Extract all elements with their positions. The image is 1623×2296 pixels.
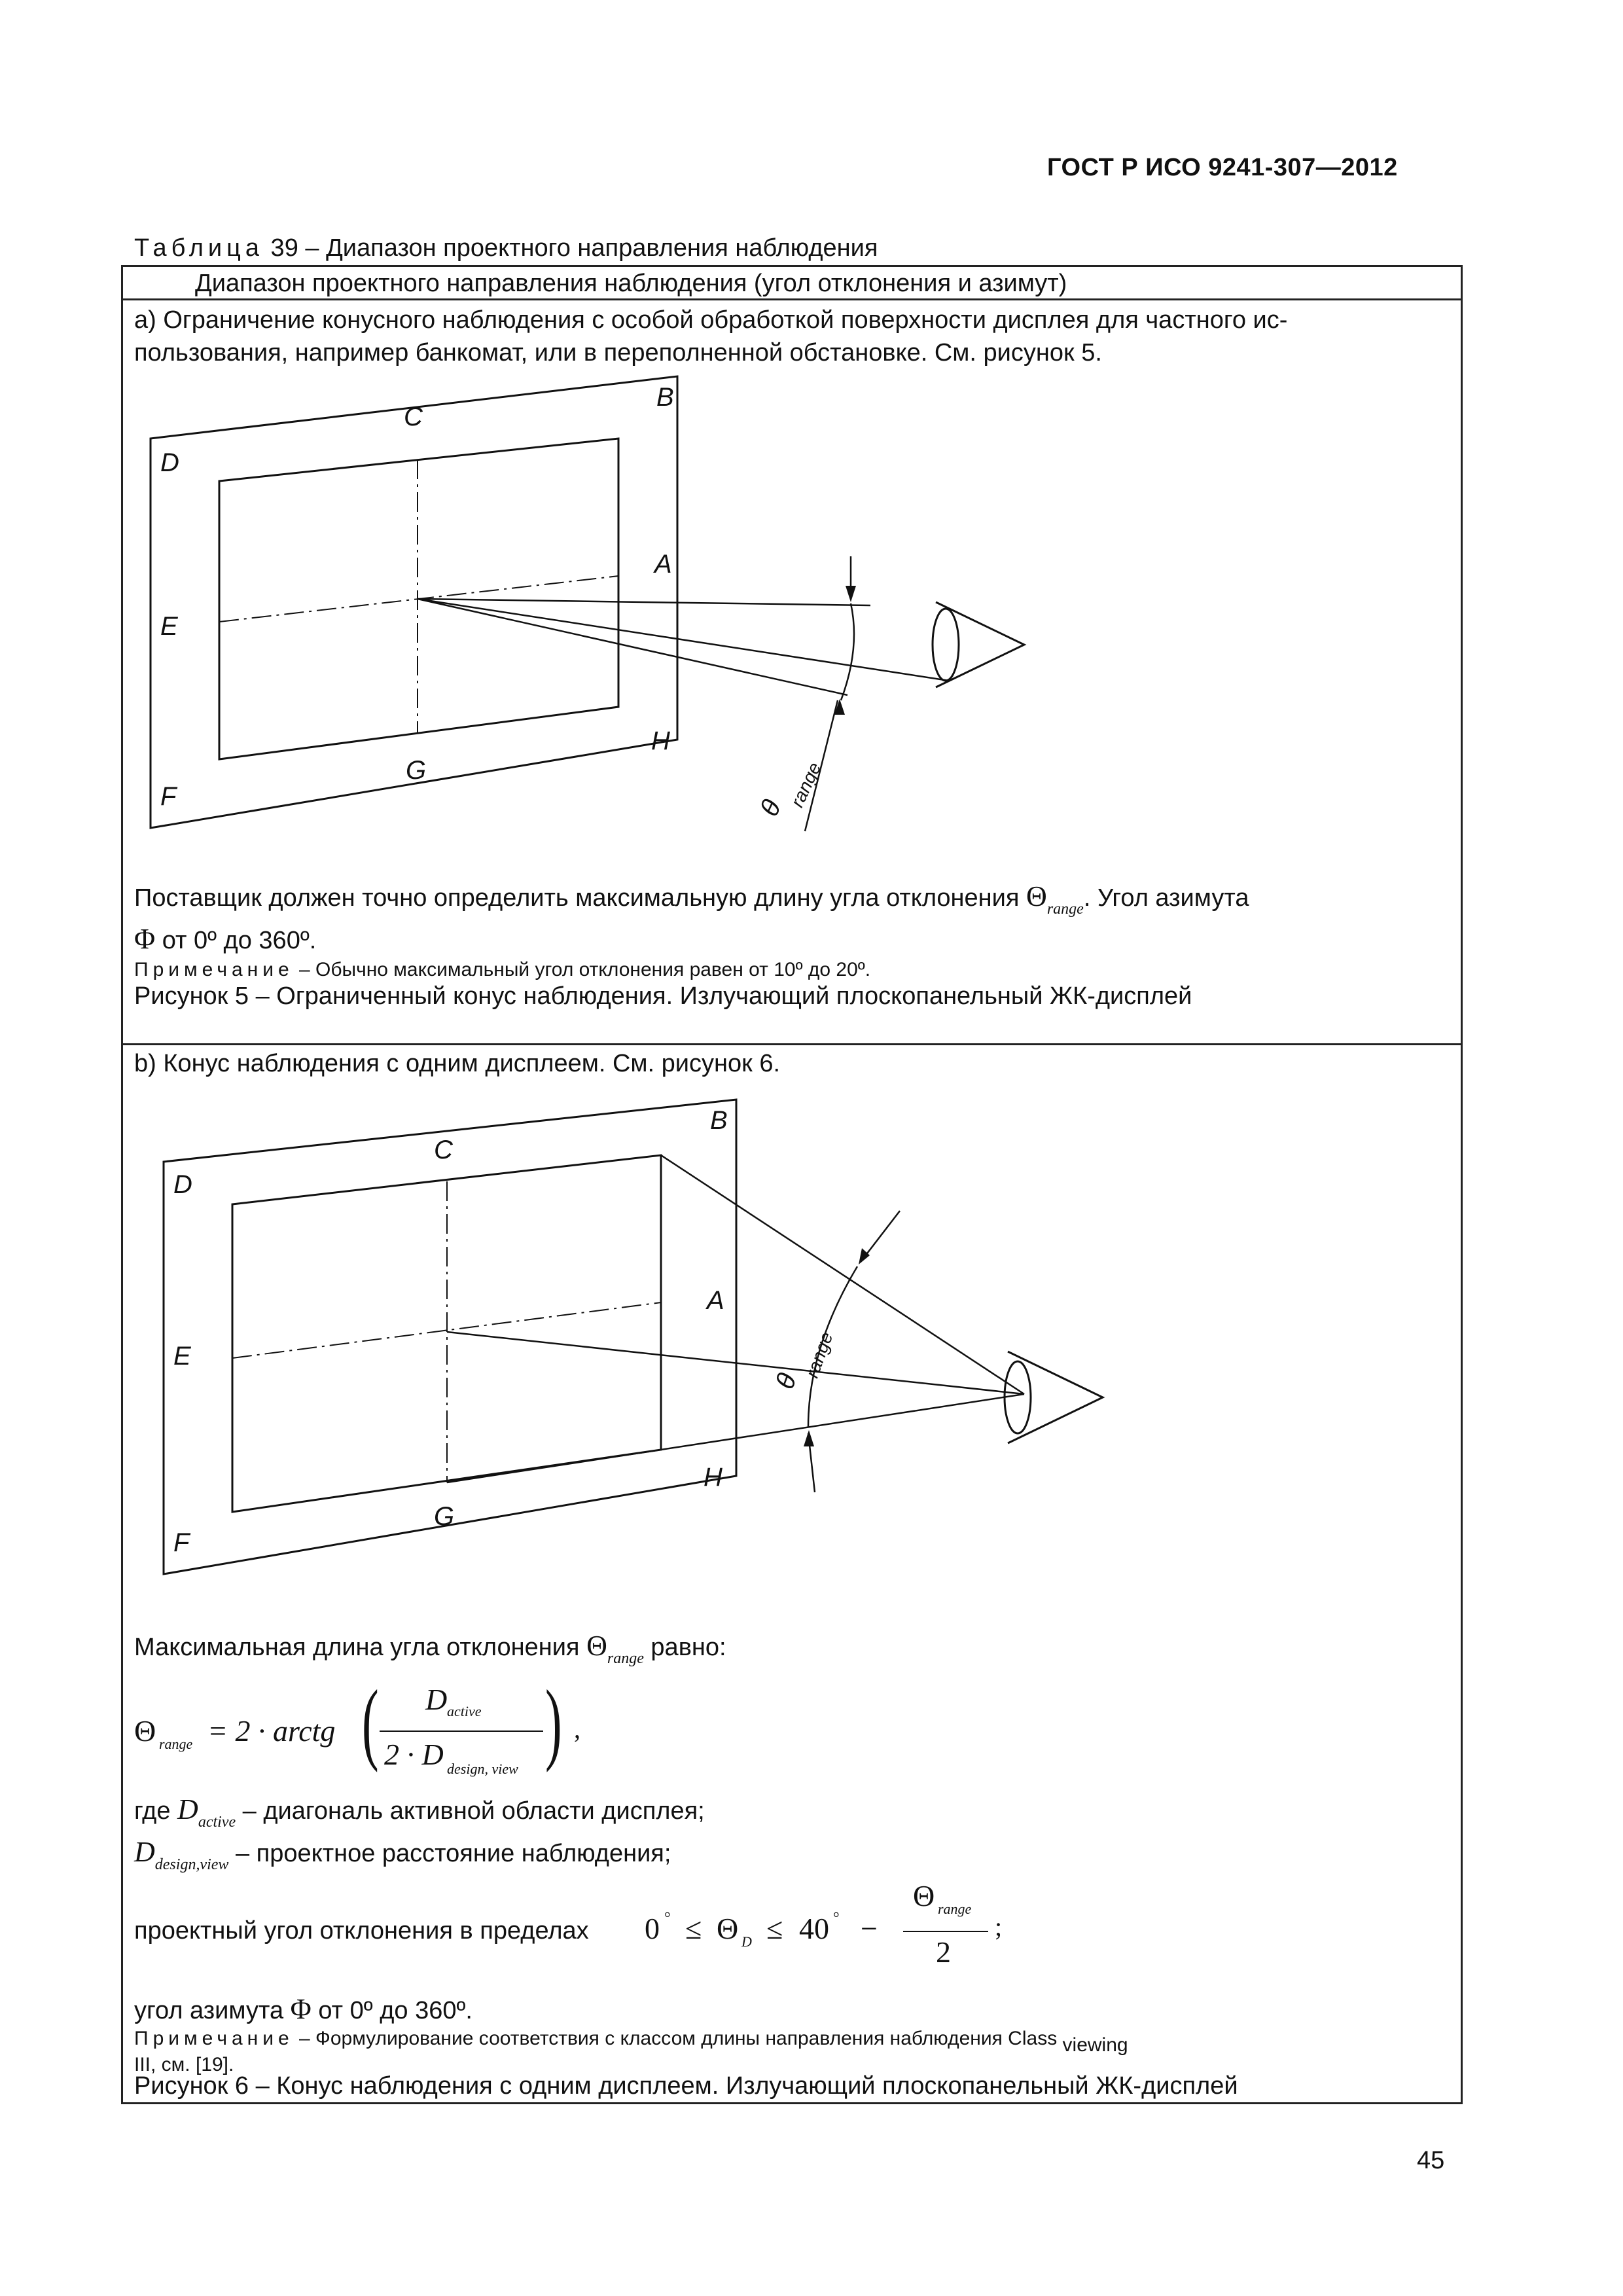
fig5-ray-lower xyxy=(418,599,847,695)
fig5-label-b: B xyxy=(656,383,674,412)
section-b-note-line2: III, см. [19]. xyxy=(134,2054,234,2075)
fig6-label-f: F xyxy=(173,1528,190,1557)
d-symbol: D xyxy=(177,1793,198,1825)
d-symbol: D xyxy=(134,1836,155,1868)
fig5-ray-center xyxy=(418,599,949,681)
figure-6-caption: Рисунок 6 – Конус наблюдения с одним дисплеем. Излучающий плоскопанельный ЖК-дисплей xyxy=(134,2072,1238,2100)
azimuth-text: угол азимута xyxy=(134,1997,284,2024)
formula-denominator: 2 · D xyxy=(384,1738,444,1771)
fig6-label-g: G xyxy=(434,1502,455,1531)
section-a-azimuth xyxy=(134,923,316,957)
limit-fraction-denominator: 2 xyxy=(936,1935,951,1969)
figure-5-caption: Рисунок 5 – Ограниченный конус наблюдения. Излучающий плоскопанельный ЖК-дисплей xyxy=(134,982,1192,1010)
d-design-definition xyxy=(134,1836,671,1881)
limit-le-2: ≤ xyxy=(766,1912,783,1945)
section-b-equals-word: равно: xyxy=(651,1634,726,1661)
theta-symbol: Θ xyxy=(1026,880,1047,912)
fig5-angle-arc xyxy=(841,603,854,700)
limit-deg-2: ° xyxy=(833,1910,840,1927)
fig6-theta-range-label: range xyxy=(801,1329,837,1381)
d-active-desc: – диагональ активной области дисплея; xyxy=(236,1797,705,1825)
section-b-max-sentence xyxy=(134,1630,726,1675)
fig6-label-a: A xyxy=(707,1286,724,1315)
limit-zero: 0 xyxy=(645,1912,660,1945)
section-b-note-sub: viewing xyxy=(1062,2034,1128,2056)
formula-fraction-bar xyxy=(380,1731,543,1732)
fig6-label-h: H xyxy=(704,1463,722,1492)
theta-symbol: Θ xyxy=(586,1630,607,1662)
limit-fraction-bar xyxy=(903,1931,988,1932)
fig5-label-e: E xyxy=(160,612,178,641)
fig5-label-h: H xyxy=(651,726,670,755)
figure-6-diagram xyxy=(128,1086,1109,1584)
limit-formula xyxy=(645,1878,1037,1977)
where-word: где xyxy=(134,1797,171,1825)
section-b-azimuth-range: от 0º до 360º. xyxy=(311,1997,473,2024)
limit-deg-1: ° xyxy=(664,1910,671,1927)
table-section-divider xyxy=(121,1043,1463,1045)
fig5-theta-range-label: range xyxy=(787,759,825,811)
section-a-text-before-theta: Поставщик должен точно определить максимальную длину угла отклонения xyxy=(134,884,1020,912)
limit-fraction-numerator-sub: range xyxy=(938,1901,972,1917)
formula-right-paren: ) xyxy=(545,1672,562,1773)
section-b-note xyxy=(134,2026,1450,2058)
note-prefix: Примечание xyxy=(134,959,294,980)
section-a-intro-line2: пользования, например банкомат, или в переполненной обстановке. См. рисунок 5. xyxy=(134,339,1102,367)
formula-comma: , xyxy=(574,1714,580,1744)
formula-lhs: Θ xyxy=(134,1714,156,1748)
section-a-note xyxy=(134,957,870,983)
section-a-intro-line1: а) Ограничение конусного наблюдения с особой обработкой поверхности дисплея для частного ис- xyxy=(134,306,1288,334)
figure-5-diagram xyxy=(128,373,1109,857)
limit-theta: Θ xyxy=(717,1912,739,1945)
formula-arctg: = 2 · arctg xyxy=(207,1714,336,1748)
fig5-arrowhead-top xyxy=(846,586,856,602)
table-column-header: Диапазон проектного направления наблюдения (угол отклонения и азимут) xyxy=(195,270,1067,297)
section-a-text-after-theta: . Угол азимута xyxy=(1083,884,1249,912)
fig6-label-b: B xyxy=(710,1106,728,1135)
limit-minus: − xyxy=(861,1912,878,1945)
section-a-note-text: – Обычно максимальный угол отклонения равен от 10º до 20º. xyxy=(293,959,871,980)
theta-subscript: range xyxy=(1046,901,1084,918)
fig6-arrowhead-bottom xyxy=(804,1430,814,1446)
section-a-theta-sentence xyxy=(134,880,1443,925)
limit-theta-sub: D xyxy=(741,1933,752,1950)
d-design-sub: design,view xyxy=(154,1856,229,1873)
section-b-note-text: – Формулирование соответствия с классом длины направления наблюдения Class xyxy=(293,2028,1058,2049)
page-number: 45 xyxy=(1417,2147,1445,2174)
section-a-azimuth-range: от 0º до 360º. xyxy=(155,927,317,954)
fig5-label-a: A xyxy=(654,550,672,579)
fig5-ray-upper xyxy=(418,599,870,605)
fig6-label-c: C xyxy=(434,1136,453,1164)
fig5-label-c: C xyxy=(404,403,423,431)
d-active-sub: active xyxy=(198,1814,236,1831)
document-header: ГОСТ Р ИСО 9241-307—2012 xyxy=(1047,154,1398,181)
limit-text: проектный угол отклонения в пределах xyxy=(134,1917,589,1945)
fig5-label-f: F xyxy=(160,782,177,811)
fig5-label-g: G xyxy=(406,756,427,785)
theta-subscript: range xyxy=(607,1650,644,1667)
formula-denominator-sub: design, view xyxy=(447,1761,518,1777)
table-caption-prefix: Таблица xyxy=(134,234,264,262)
limit-le-1: ≤ xyxy=(685,1912,702,1945)
d-design-desc: – проектное расстояние наблюдения; xyxy=(228,1840,671,1867)
d-active-definition xyxy=(134,1793,705,1839)
formula-lhs-sub: range xyxy=(159,1736,193,1752)
section-b-azimuth xyxy=(134,1993,473,2027)
formula-numerator-sub: active xyxy=(447,1703,482,1719)
table-header-divider xyxy=(121,298,1463,300)
phi-symbol: Φ xyxy=(290,1993,312,2025)
fig6-label-e: E xyxy=(173,1342,191,1371)
fig5-eye-lens xyxy=(933,609,959,681)
table-caption xyxy=(134,234,878,262)
section-b-max-text: Максимальная длина угла отклонения xyxy=(134,1634,580,1661)
fig5-label-d: D xyxy=(160,448,179,477)
fig6-arrowhead-top xyxy=(859,1248,870,1265)
formula-numerator: D xyxy=(425,1683,448,1716)
theta-range-formula xyxy=(134,1672,592,1787)
formula-left-paren: ( xyxy=(362,1672,379,1773)
section-b-intro: b) Конус наблюдения с одним дисплеем. См. рисунок 6. xyxy=(134,1050,781,1077)
fig6-theta-symbol: θ xyxy=(770,1369,802,1393)
fig5-theta-symbol: θ xyxy=(755,795,787,821)
phi-symbol: Φ xyxy=(134,923,156,955)
fig6-ray-upper xyxy=(661,1155,1024,1394)
fig6-label-d: D xyxy=(173,1170,192,1199)
limit-forty: 40 xyxy=(799,1912,829,1945)
limit-fraction-numerator: Θ xyxy=(913,1879,935,1912)
fig6-eye-outline xyxy=(1008,1352,1103,1443)
table-caption-text: 39 – Диапазон проектного направления наблюдения xyxy=(264,234,878,262)
note-prefix: Примечание xyxy=(134,2028,294,2049)
fig5-eye-outline xyxy=(936,602,1024,687)
limit-semicolon: ; xyxy=(995,1912,1003,1941)
fig6-eye-lens xyxy=(1005,1361,1031,1433)
